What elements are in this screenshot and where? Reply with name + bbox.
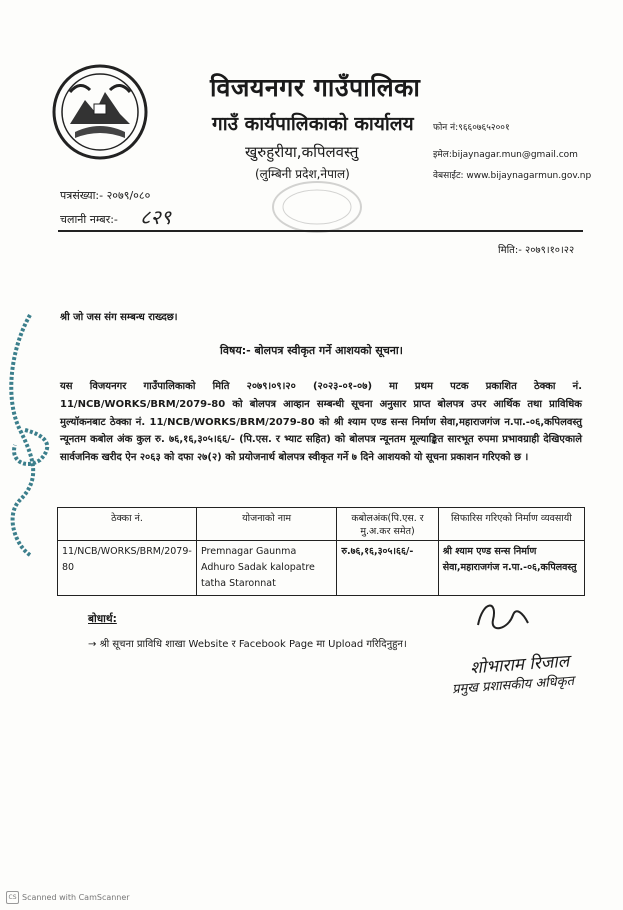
header-contract-no: ठेक्का नं. bbox=[58, 508, 197, 541]
header-project-name: योजनाको नाम bbox=[196, 508, 336, 541]
email-address: इमेल:bijaynagar.mun@gmail.com bbox=[433, 150, 578, 160]
tender-table bbox=[57, 507, 585, 596]
arrow-icon: → bbox=[88, 639, 100, 650]
cc-item-text: श्री सूचना प्राविधि शाखा Website र Facebook Page मा Upload गरिदिनुहुन। bbox=[99, 639, 407, 650]
phone-number: फोन नं:९६६०७६५२००१ bbox=[433, 123, 510, 133]
table-row bbox=[58, 541, 585, 596]
signatory-name: शोभाराम रिजाल bbox=[469, 651, 570, 679]
binding-string-image bbox=[0, 310, 60, 560]
signatory-title: प्रमुख प्रशासकीय अधिकृत bbox=[451, 673, 575, 698]
cell-project-name: Premnagar Gaunma Adhuro Sadak kalopatre tatha Staronnat bbox=[196, 541, 336, 596]
cell-contract-no: 11/NCB/WORKS/BRM/2079-80 bbox=[58, 541, 197, 596]
camscanner-icon: CS bbox=[6, 891, 19, 904]
province-label: (लुम्बिनी प्रदेश,नेपाल) bbox=[255, 167, 350, 181]
handwritten-signature bbox=[468, 595, 538, 640]
subject-line: विषय:- बोलपत्र स्वीकृत गर्ने आशयको सूचना। bbox=[220, 344, 403, 357]
office-location: खुरुहुरीया,कपिलवस्तु bbox=[245, 143, 359, 161]
header-contractor: सिफारिस गरिएको निर्माण व्यवसायी bbox=[438, 508, 584, 541]
office-seal-stamp bbox=[270, 180, 365, 235]
scanner-watermark bbox=[6, 891, 130, 904]
dispatch-number-handwritten: ८२९ bbox=[140, 205, 172, 229]
cell-contractor: श्री श्याम एण्ड सन्स निर्माण सेवा,महाराजगंज न.पा.-०६,कपिलवस्तु bbox=[438, 541, 584, 596]
website-address: वेबसाईट: www.bijaynagarmun.gov.np bbox=[433, 171, 592, 181]
cc-heading: बोधार्थ: bbox=[88, 613, 117, 625]
notice-body: यस विजयनगर गाउँपालिकाको मिति २०७९।०९।२० (२०२३-०१-०७) मा प्रथम पटक प्रकाशित ठेक्का नं. 11/NCB/WORKS/BRM/2079-80 को बोलपत्र आव्हान सम्बन्धी सूचना अनुसार प्राप्त बोलपत्र उपर आर्थिक तथा प्राविधिक मुल्यॉकनबाट ठेक्का नं. 11/NCB/WORKS/BRM/2079-80 को श्री श्याम एण्ड सन्स निर्माण सेवा,महाराजगंज न.पा.-०६,कपिलवस्तु न्यूनतम कबोल अंक कुल रु. ७६,१६,३०५।६६/- (पि.एस. र भ्याट सहित) को बोलपत्र न्यूनतम मूल्याङ्कित सारभूत रुपमा प्रभावग्राही देखिएकाले सार्वजनिक खरीद ऐन २०६३ को दफा २७(२) को प्रयोजनार्थ बोलपत्र स्वीकृत गर्ने ७ दिने आशयको यो सूचना प्रकाशन गरिएको छ । bbox=[60, 381, 582, 464]
header-divider bbox=[58, 230, 583, 232]
dispatch-number-label: चलानी नम्बर:- bbox=[60, 213, 118, 226]
letter-number: पत्रसंख्या:- २०७९/०८० bbox=[60, 189, 151, 202]
org-title: विजयनगर गाउँपालिका bbox=[210, 73, 421, 102]
salutation: श्री जो जस संग सम्बन्ध राख्दछ। bbox=[60, 312, 178, 323]
cc-item bbox=[88, 636, 407, 650]
document-date: मिति:- २०७९।१०।२२ bbox=[498, 245, 575, 256]
office-name: गाउँ कार्यपालिकाको कार्यालय bbox=[212, 113, 414, 135]
cell-bid-amount: रु.७६,१६,३०५।६६/- bbox=[337, 541, 438, 596]
municipality-emblem-icon bbox=[50, 62, 150, 162]
watermark-text: Scanned with CamScanner bbox=[22, 893, 130, 902]
header-bid-amount: कबोलअंक(पि.एस. र मु.अ.कर समेत) bbox=[337, 508, 438, 541]
